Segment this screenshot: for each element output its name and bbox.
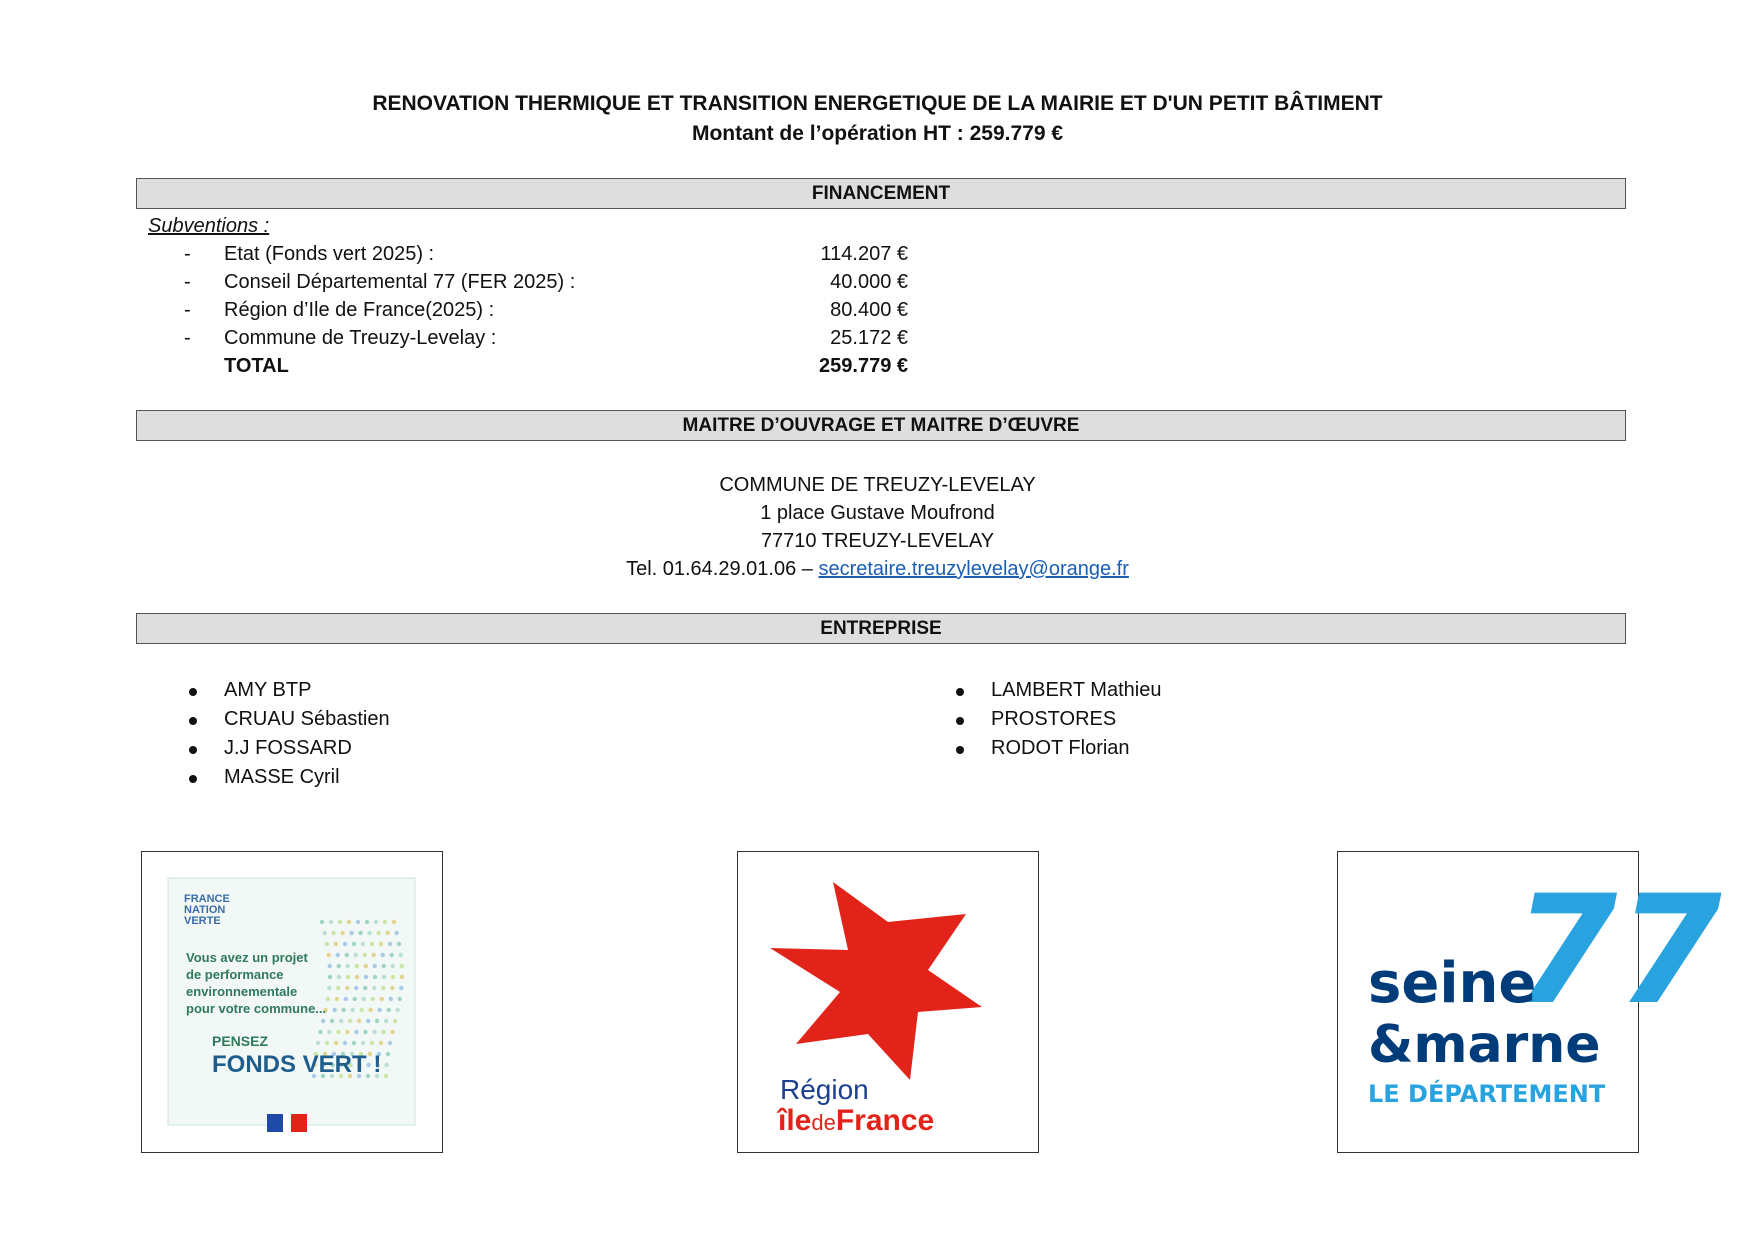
pattern-dot bbox=[330, 1019, 334, 1023]
pattern-dot bbox=[384, 1074, 388, 1078]
pattern-dot bbox=[318, 1030, 322, 1034]
pattern-dot bbox=[355, 964, 359, 968]
idf-france: France bbox=[835, 1104, 935, 1137]
pattern-dot bbox=[397, 942, 401, 946]
pattern-dot bbox=[358, 931, 362, 935]
fnv-cta-2: FONDS VERT ! bbox=[212, 1051, 382, 1078]
pattern-dot bbox=[361, 1041, 365, 1045]
pattern-dot bbox=[372, 986, 376, 990]
pattern-dot bbox=[320, 920, 324, 924]
seine-text: seine bbox=[1368, 951, 1537, 1016]
pattern-dot bbox=[384, 1019, 388, 1023]
pattern-dot bbox=[339, 1019, 343, 1023]
pattern-dot bbox=[388, 942, 392, 946]
pattern-dot bbox=[329, 920, 333, 924]
fin-label: Région d’Ile de France(2025) : bbox=[224, 299, 495, 321]
fnv-brand-2: NATION bbox=[184, 904, 226, 916]
pattern-dot bbox=[372, 953, 376, 957]
fnv-line-3: environnementale bbox=[186, 984, 298, 999]
pattern-dot bbox=[386, 1052, 390, 1056]
pattern-dot bbox=[344, 997, 348, 1001]
pattern-dot bbox=[388, 1041, 392, 1045]
pattern-dot bbox=[361, 942, 365, 946]
pattern-dot bbox=[390, 953, 394, 957]
pattern-dot bbox=[350, 1008, 354, 1012]
fin-row bbox=[0, 299, 1755, 327]
bullet bbox=[956, 688, 964, 696]
bullet bbox=[189, 775, 197, 783]
fin-amount: 25.172 € bbox=[830, 327, 908, 349]
total-label: TOTAL bbox=[224, 355, 289, 377]
pattern-dot bbox=[363, 986, 367, 990]
fin-label: Conseil Départemental 77 (FER 2025) : bbox=[224, 271, 576, 293]
commune-street: 1 place Gustave Moufrond bbox=[760, 502, 995, 524]
pattern-dot bbox=[398, 997, 402, 1001]
financement-header: FINANCEMENT bbox=[136, 178, 1626, 209]
pattern-dot bbox=[352, 942, 356, 946]
pattern-dot bbox=[346, 964, 350, 968]
dash: - bbox=[184, 271, 191, 293]
pattern-dot bbox=[359, 1008, 363, 1012]
pattern-dot bbox=[338, 920, 342, 924]
pattern-dot bbox=[352, 1041, 356, 1045]
pattern-dot bbox=[363, 953, 367, 957]
pattern-dot bbox=[380, 997, 384, 1001]
pattern-dot bbox=[326, 997, 330, 1001]
bullet bbox=[189, 688, 197, 696]
fin-row bbox=[0, 243, 1755, 271]
pattern-dot bbox=[377, 1008, 381, 1012]
bullet bbox=[956, 717, 964, 725]
pattern-dot bbox=[327, 986, 331, 990]
pattern-dot bbox=[385, 931, 389, 935]
operation-amount: Montant de l’opération HT : 259.779 € bbox=[691, 122, 1064, 145]
pattern-dot bbox=[362, 997, 366, 1001]
pattern-dot bbox=[325, 942, 329, 946]
pattern-dot bbox=[356, 920, 360, 924]
pattern-dot bbox=[337, 964, 341, 968]
fin-amount: 80.400 € bbox=[830, 299, 908, 321]
dept-number: 77 bbox=[1513, 864, 1722, 1038]
region-idf-logo bbox=[737, 851, 1039, 1153]
pattern-dot bbox=[392, 920, 396, 924]
pattern-dot bbox=[328, 964, 332, 968]
bullet bbox=[189, 746, 197, 754]
fin-label: Commune de Treuzy-Levelay : bbox=[224, 327, 497, 349]
idf-de: de bbox=[811, 1110, 836, 1135]
idf-ile: île bbox=[778, 1104, 812, 1137]
pattern-dot bbox=[353, 997, 357, 1001]
pattern-dot bbox=[336, 953, 340, 957]
pattern-dot bbox=[391, 964, 395, 968]
fin-amount: 40.000 € bbox=[830, 271, 908, 293]
company-name: J.J FOSSARD bbox=[224, 737, 352, 759]
pattern-dot bbox=[400, 964, 404, 968]
pattern-dot bbox=[400, 975, 404, 979]
pattern-dot bbox=[375, 1019, 379, 1023]
fnv-line-4: pour votre commune... bbox=[186, 1001, 327, 1016]
idf-line-1: Région bbox=[780, 1074, 869, 1105]
svg-text:îledeFrance bbox=[776, 1104, 934, 1137]
fonds-vert-logo bbox=[141, 851, 443, 1153]
pattern-dot bbox=[381, 986, 385, 990]
pattern-dot bbox=[370, 1041, 374, 1045]
pattern-dot bbox=[341, 1008, 345, 1012]
fnv-brand-1: FRANCE bbox=[184, 893, 230, 905]
pattern-dot bbox=[328, 975, 332, 979]
pattern-dot bbox=[390, 986, 394, 990]
bullet bbox=[956, 746, 964, 754]
tel-text: Tel. 01.64.29.01.06 – bbox=[626, 558, 819, 580]
pattern-dot bbox=[321, 1019, 325, 1023]
fin-row bbox=[0, 271, 1755, 299]
pattern-dot bbox=[391, 975, 395, 979]
dash: - bbox=[184, 243, 191, 265]
total-amount: 259.779 € bbox=[819, 355, 908, 377]
pattern-dot bbox=[381, 1030, 385, 1034]
pattern-dot bbox=[389, 997, 393, 1001]
company-name: LAMBERT Mathieu bbox=[991, 679, 1162, 701]
pattern-dot bbox=[334, 1041, 338, 1045]
pattern-dot bbox=[374, 920, 378, 924]
pattern-dot bbox=[379, 942, 383, 946]
pattern-dot bbox=[343, 1041, 347, 1045]
pattern-dot bbox=[363, 1030, 367, 1034]
contact-line bbox=[0, 558, 1755, 581]
pattern-dot bbox=[399, 986, 403, 990]
company-name: AMY BTP bbox=[224, 679, 312, 701]
email-link[interactable]: secretaire.treuzylevelay@orange.fr bbox=[818, 558, 1129, 580]
pattern-dot bbox=[364, 964, 368, 968]
pattern-dot bbox=[345, 953, 349, 957]
fnv-cta-1: PENSEZ bbox=[212, 1033, 269, 1049]
pattern-dot bbox=[373, 964, 377, 968]
seine-marne-logo bbox=[1337, 851, 1722, 1153]
pattern-dot bbox=[325, 1041, 329, 1045]
flag-icon bbox=[267, 1114, 283, 1132]
subventions-heading: Subventions : bbox=[148, 215, 270, 237]
pattern-dot bbox=[349, 931, 353, 935]
pattern-dot bbox=[347, 920, 351, 924]
pattern-dot bbox=[373, 975, 377, 979]
pattern-dot bbox=[348, 1019, 352, 1023]
pattern-dot bbox=[379, 1041, 383, 1045]
pattern-dot bbox=[372, 1030, 376, 1034]
document-title: RENOVATION THERMIQUE ET TRANSITION ENERGETIQUE DE LA MAIRIE ET D'UN PETIT BÂTIMENT bbox=[372, 92, 1383, 115]
company-name: RODOT Florian bbox=[991, 737, 1130, 759]
pattern-dot bbox=[365, 920, 369, 924]
pattern-dot bbox=[345, 986, 349, 990]
pattern-dot bbox=[370, 942, 374, 946]
fnv-line-2: de performance bbox=[186, 967, 284, 982]
pattern-dot bbox=[335, 997, 339, 1001]
fin-label: Etat (Fonds vert 2025) : bbox=[224, 243, 435, 265]
pattern-dot bbox=[382, 975, 386, 979]
pattern-dot bbox=[357, 1019, 361, 1023]
pattern-dot bbox=[327, 953, 331, 957]
pattern-dot bbox=[334, 942, 338, 946]
fin-total-row bbox=[0, 355, 1755, 383]
commune-name: COMMUNE DE TREUZY-LEVELAY bbox=[719, 474, 1036, 496]
pattern-dot bbox=[337, 975, 341, 979]
company-name: PROSTORES bbox=[991, 708, 1117, 730]
pattern-dot bbox=[322, 931, 326, 935]
pattern-dot bbox=[394, 931, 398, 935]
pattern-dot bbox=[368, 1008, 372, 1012]
fnv-brand-3: VERTE bbox=[184, 915, 221, 927]
pattern-dot bbox=[355, 975, 359, 979]
pattern-dot bbox=[343, 942, 347, 946]
pattern-dot bbox=[354, 953, 358, 957]
pattern-dot bbox=[354, 1030, 358, 1034]
maitre-header: MAITRE D’OUVRAGE ET MAITRE D’ŒUVRE bbox=[136, 410, 1626, 441]
pattern-dot bbox=[340, 931, 344, 935]
pattern-dot bbox=[381, 953, 385, 957]
pattern-dot bbox=[336, 986, 340, 990]
pattern-dot bbox=[331, 931, 335, 935]
pattern-dot bbox=[382, 964, 386, 968]
pattern-dot bbox=[371, 997, 375, 1001]
fin-row bbox=[0, 327, 1755, 355]
pattern-dot bbox=[386, 1008, 390, 1012]
dash: - bbox=[184, 299, 191, 321]
dash: - bbox=[184, 327, 191, 349]
pattern-dot bbox=[366, 1019, 370, 1023]
entreprise-header: ENTREPRISE bbox=[136, 613, 1626, 644]
pattern-dot bbox=[390, 1030, 394, 1034]
pattern-dot bbox=[384, 1063, 388, 1067]
bullet bbox=[189, 717, 197, 725]
pattern-dot bbox=[393, 1019, 397, 1023]
company-name: MASSE Cyril bbox=[224, 766, 340, 788]
pattern-dot bbox=[346, 975, 350, 979]
commune-city: 77710 TREUZY-LEVELAY bbox=[760, 530, 995, 552]
star-icon bbox=[770, 882, 982, 1080]
pattern-dot bbox=[354, 986, 358, 990]
pattern-dot bbox=[364, 975, 368, 979]
pattern-dot bbox=[376, 931, 380, 935]
pattern-dot bbox=[383, 920, 387, 924]
pattern-dot bbox=[316, 1041, 320, 1045]
fnv-line-1: Vous avez un projet bbox=[186, 950, 308, 965]
pattern-dot bbox=[327, 1030, 331, 1034]
company-name: CRUAU Sébastien bbox=[224, 708, 390, 730]
pattern-dot bbox=[332, 1008, 336, 1012]
pattern-dot bbox=[336, 1030, 340, 1034]
fin-amount: 114.207 € bbox=[820, 243, 908, 265]
pattern-dot bbox=[345, 1030, 349, 1034]
pattern-dot bbox=[367, 931, 371, 935]
le-departement-text: LE DÉPARTEMENT bbox=[1368, 1080, 1606, 1108]
marne-text: &marne bbox=[1368, 1015, 1601, 1075]
pattern-dot bbox=[395, 1008, 399, 1012]
pattern-dot bbox=[399, 953, 403, 957]
